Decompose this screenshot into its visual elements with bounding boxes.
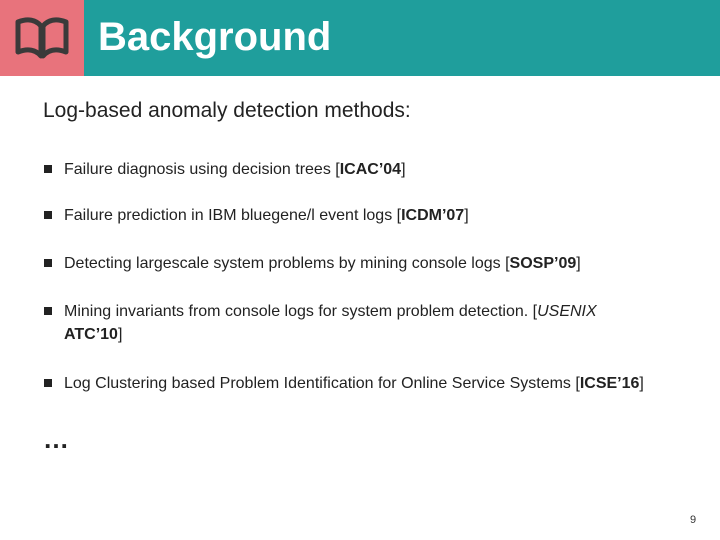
bullet-item [44, 300, 684, 346]
bullet-text: Mining invariants from console logs for system problem detection. [ [64, 303, 538, 320]
citation: ICAC’04 [339, 161, 402, 178]
citation: SOSP’09 [509, 255, 577, 272]
slide-subtitle: Log-based anomaly detection methods: [43, 99, 411, 122]
slide-header [0, 0, 720, 76]
bullet-item [44, 158, 684, 181]
bullet-text: Detecting largescale system problems by mining console logs [ [64, 255, 510, 272]
slide-title: Background [98, 15, 332, 59]
citation-close: ] [639, 375, 644, 392]
citation: ICSE’16 [579, 375, 640, 392]
bullet-item [44, 372, 684, 395]
ellipsis: … [43, 424, 69, 454]
bullet-item [44, 204, 684, 227]
citation-venue: USENIX [537, 303, 597, 320]
icon-panel [0, 0, 84, 76]
bullet-square-icon [44, 379, 52, 387]
citation-close: ] [576, 255, 581, 272]
bullet-text: Log Clustering based Problem Identification for Online Service Systems [ [64, 375, 580, 392]
bullet-square-icon [44, 307, 52, 315]
citation-close: ] [401, 161, 406, 178]
citation-close: ] [464, 207, 469, 224]
bullet-text: Failure prediction in IBM bluegene/l event logs [ [64, 207, 402, 224]
bullet-square-icon [44, 165, 52, 173]
title-bar [84, 0, 720, 76]
citation-close: ] [117, 326, 123, 343]
bullet-square-icon [44, 259, 52, 267]
bullet-square-icon [44, 211, 52, 219]
open-book-icon [14, 16, 70, 60]
citation: ATC’10 [64, 326, 118, 343]
bullet-text: Failure diagnosis using decision trees [ [64, 161, 340, 178]
page-number: 9 [690, 514, 697, 526]
citation: ICDM’07 [401, 207, 465, 224]
bullet-item [44, 252, 684, 275]
